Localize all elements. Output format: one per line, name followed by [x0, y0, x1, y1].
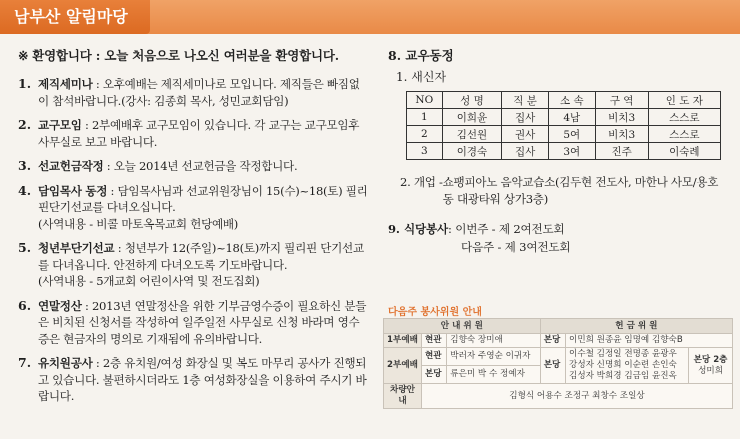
- notice-text: : 2층 유치원/여성 화장실 및 복도 마무리 공사가 진행되고 있습니다. 불편하시더라도 1층 여성화장실을 이용하여 주시기 바랍니다.: [38, 356, 367, 403]
- table-header-cell: 성 명: [442, 92, 502, 109]
- notice-title: 연말정산: [38, 298, 82, 313]
- notice-sub: (사역내용 - 비콜 마토옥목교회 헌당예배): [38, 216, 238, 231]
- notice-num: 2.: [18, 117, 32, 132]
- table-cell: 이희윤: [442, 109, 502, 126]
- notice-title: 청년부단기선교: [38, 241, 115, 255]
- notice-body: [38, 355, 370, 405]
- second-offering-line-2: 강성자 신명희 이순련 손인숙: [569, 360, 677, 370]
- table-cell: 2: [407, 126, 443, 143]
- car-guide-label: 차량안내: [384, 384, 422, 409]
- table-row: [407, 126, 721, 143]
- second-offering-role: 본당: [540, 348, 565, 384]
- notice-title: 담임목사 동정: [38, 183, 108, 198]
- newcomer-table: [406, 91, 721, 160]
- notice-sub: (사역내용 - 5개교회 어린이사역 및 전도집회): [38, 274, 260, 288]
- duty-table: [383, 318, 733, 409]
- page-title: 남부산 알림마당: [0, 0, 150, 34]
- notice-num: 4.: [18, 182, 32, 198]
- notice-num: 1.: [18, 76, 32, 91]
- notice-body: [38, 183, 370, 233]
- notice-body: [38, 76, 370, 109]
- note-mark: ※: [18, 48, 29, 63]
- second-guide-names-1: 박러자 주영순 이귀자: [447, 348, 540, 366]
- table-cell: 스스로: [648, 126, 720, 143]
- first-guide-names: 김향숙 장미애: [447, 334, 540, 348]
- duty-title: 다음주 봉사위원 안내: [388, 307, 482, 318]
- notices-column: [18, 46, 370, 413]
- table-body: [407, 109, 721, 160]
- first-guide-role: 현관: [422, 334, 447, 348]
- second-guide-role-1: 현관: [422, 348, 447, 366]
- table-cell: 집사: [502, 109, 549, 126]
- second-service-label: 2부예배: [384, 348, 422, 384]
- welcome-text: 환영합니다 : 오늘 처음으로 나오신 여러분을 환영합니다.: [32, 48, 339, 63]
- duty-col-guide: 안 내 위 원: [384, 319, 541, 334]
- second-offering-line-1: 이수철 김정일 전명종 윤광우: [569, 349, 677, 359]
- table-cell: 이숙례: [648, 143, 720, 160]
- table-cell: 스스로: [648, 109, 720, 126]
- notice-title: 교구모임: [38, 118, 82, 132]
- notice-title: 유치원공사: [38, 356, 93, 370]
- table-header-row: [407, 92, 721, 109]
- second-extra: [689, 348, 733, 384]
- table-cell: 비치3: [595, 126, 648, 143]
- table-row: [407, 109, 721, 126]
- notice-list: [18, 76, 370, 405]
- second-guide-role-2: 본당: [422, 366, 447, 384]
- table-header-cell: NO: [407, 92, 443, 109]
- table-cell: 비치3: [595, 109, 648, 126]
- opening-notice: [400, 174, 728, 208]
- duty-col-offering: 헌 금 위 원: [540, 319, 732, 334]
- table-cell: 진주: [595, 143, 648, 160]
- notice-text: : 오늘 2014년 선교헌금을 작정합니다.: [103, 159, 298, 173]
- duty-header-row: [384, 319, 733, 334]
- table-row: [407, 143, 721, 160]
- section-title-member-news: 8. 교우동정: [388, 48, 454, 63]
- table-cell: 집사: [502, 143, 549, 160]
- car-guide-names: 김형식 어용수 조정구 최창수 조일상: [422, 384, 733, 409]
- opening-lead: 2. 개업 -: [400, 175, 443, 189]
- table-cell: 3: [407, 143, 443, 160]
- notice-num: 6.: [18, 297, 32, 313]
- notice-body: [38, 158, 370, 175]
- notice-item: [18, 117, 370, 150]
- notice-title: 선교헌금작정: [38, 159, 104, 173]
- second-offering-line-3: 김성자 박희경 김금임 윤진옥: [569, 371, 677, 381]
- notice-item: [18, 76, 370, 109]
- first-offering-names: 이민희 원종윤 임명예 김향숙B: [566, 334, 733, 348]
- cafeteria-next-week: 다음주 - 제 3여전도회: [461, 240, 571, 254]
- notice-item: [18, 355, 370, 405]
- notice-text: : 오후예배는 제직세미나로 모입니다. 제직들은 빠짐없이 참석바랍니다.(강사: 김종희 목사, 성민교회담임): [38, 77, 360, 108]
- table-cell: 김선원: [442, 126, 502, 143]
- first-service-label: 1부예배: [384, 334, 422, 348]
- notice-text: : 2부예배후 교구모임이 있습니다. 각 교구는 교구모임후 사무실로 보고 바랍니다.: [38, 118, 360, 149]
- table-cell: 3여: [548, 143, 595, 160]
- cafeteria-label: 식당봉사: [404, 222, 448, 236]
- notice-item: [18, 158, 370, 175]
- table-header-cell: 구 역: [595, 92, 648, 109]
- duty-row-car: [384, 384, 733, 409]
- cafeteria-num: 9.: [388, 222, 400, 236]
- notice-item: [18, 298, 370, 348]
- second-offering-names: [566, 348, 689, 384]
- cafeteria-notice: [388, 220, 728, 256]
- right-column: [388, 46, 728, 256]
- table-header-cell: 인 도 자: [648, 92, 720, 109]
- notice-item: [18, 240, 370, 290]
- duty-row-first: [384, 334, 733, 348]
- notice-text: : 2013년 연말정산을 위한 기부금영수증이 필요하신 분들은 비치된 신청서를 작성하여 일주일전 사무실로 신청 바라며 영수증은 현금자의 명의로 기재됨에 유의바랍니다.: [38, 298, 367, 346]
- second-guide-names-2: 류은미 박 수 정예자: [447, 366, 540, 384]
- notice-body: [38, 240, 370, 290]
- second-extra-role: 본당 2층: [693, 354, 728, 365]
- notice-text: : 청년부가 12(주일)~18(토)까지 필리핀 단기선교를 다녀옵니다. 안전하게 다녀오도록 기도바랍니다.: [38, 241, 364, 272]
- table-header-cell: 소 속: [548, 92, 595, 109]
- table-header-cell: 직 분: [502, 92, 549, 109]
- notice-title: 제직세미나: [38, 77, 93, 91]
- cafeteria-this-week: : 이번주 - 제 2여전도회: [448, 222, 565, 236]
- welcome-line: [18, 46, 370, 64]
- notice-item: [18, 183, 370, 233]
- table-cell: 1: [407, 109, 443, 126]
- notice-num: 7.: [18, 355, 32, 370]
- notice-body: [38, 117, 370, 150]
- notice-num: 3.: [18, 158, 32, 173]
- notice-num: 5.: [18, 240, 32, 255]
- opening-text: 쇼팽피아노 음악교습소(김두현 전도사, 마한나 사모/용호동 대광타워 상가3층): [442, 175, 719, 206]
- notice-body: [38, 298, 370, 348]
- table-cell: 이경숙: [442, 143, 502, 160]
- table-cell: 5여: [548, 126, 595, 143]
- second-extra-name: 성미희: [698, 365, 724, 376]
- newcomer-label: 1. 새신자: [396, 70, 447, 84]
- first-offering-role: 본당: [540, 334, 565, 348]
- table-cell: 권사: [502, 126, 549, 143]
- notice-text: : 담임목사님과 선교위원장님이 15(수)~18(토) 필리핀단기선교를 다녀오십니다.: [38, 183, 368, 214]
- table-cell: 4남: [548, 109, 595, 126]
- duty-row-second-a: [384, 348, 733, 366]
